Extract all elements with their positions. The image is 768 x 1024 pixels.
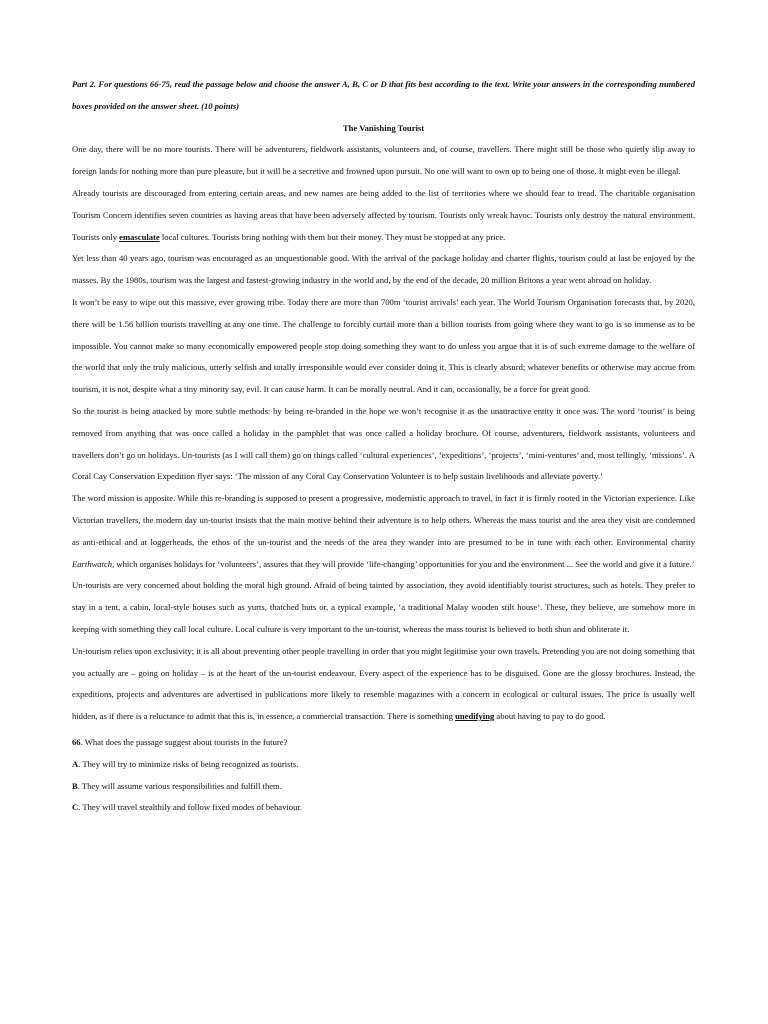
paragraph-3: Yet less than 40 years ago, tourism was encouraged as an unquestionable good. With the arrival of the package holiday and charter flights, tourism could at last be enjoyed by the masses. By the 1980s, tourism was the largest and fastest-growing industry in the world and, by the end of the decade, 20 million Britons a year went abroad on holiday. (72, 253, 695, 286)
earthwatch-name: Earthwatch (72, 558, 113, 569)
question-66 (72, 732, 695, 754)
keyword-emasculate: emasculate (119, 231, 160, 242)
option-text: . They will travel stealthily and follow fixed modes of behaviour. (78, 802, 302, 813)
question-number: 66 (72, 736, 81, 747)
option-letter: A (72, 758, 79, 769)
paragraph-6: The word mission is apposite. While this re-branding is supposed to present a progressive, modernistic approach to travel, in fact it is firmly rooted in the Victorian experience. Like Victorian travellers, the modern day un-tourist insists that the main motive behind their adventure is to help others. Whereas the mass tourist and the area they visit are condemned as anti-ethical and at loggerheads, the ethos of the un-tourist and the needs of the area they wander into are presumed to be in tune with each other. Environmental charity Earthwatch, which organises holidays for ‘volunteers’, assures that they will provide ‘life-changing’ opportunities for you and the environment ... See the world and give it a future.’ (72, 493, 695, 569)
paragraph-5: So the tourist is being attacked by more subtle methods: by being re-branded in the hope we won’t recognise it as the unattractive entity it once was. The word ‘tourist’ is being removed from anything that was once called a holiday in the pamphlet that was once called a holiday brochure. Of course, adventurers, fieldwork assistants, volunteers and travellers don’t go on holidays. Un-tourists (as I will call them) go on things called ‘cultural experiences’, ‘expeditions’, ‘projects’, ‘mini-ventures’ and, most tellingly, ‘missions’. A Coral Cay Conservation Expedition flyer says: ‘The mission of any Coral Cay Conservation Volunteer is to help sustain livelihoods and alleviate poverty.’ (72, 405, 695, 482)
paragraph-1: One day, there will be no more tourists. There will be adventurers, fieldwork assistants, volunteers and, of course, travellers. There might still be those who quietly slip away to foreign lands for nothing more than pure pleasure, but it will be a secretive and frowned upon pursuit. No one will want to own up to being one of those. It might even be illegal. (72, 144, 695, 177)
option-letter: B (72, 780, 78, 791)
option-letter: C (72, 802, 79, 813)
option-a[interactable] (72, 754, 695, 776)
paragraph-7: Un-tourists are very concerned about holding the moral high ground. Afraid of being tainted by association, they avoid identifiably tourist structures, such as hotels. They prefer to stay in a tent, a cabin, local-style houses such as yurts, thatched huts or, a typical example, ‘a traditional Malay wooden stilt house’. These, they believe, are somehow more in keeping with something they call local culture. Local culture is very important to the un-tourist, whereas the mass tourist is believed to both shun and obliterate it. (72, 580, 695, 634)
paragraph-8: Un-tourism relies upon exclusivity; it is all about preventing other people travelling in order that you might legitimise your own travels. Pretending you are not doing something that you actually are – going on holiday – is at the heart of the un-tourist endeavour. Every aspect of the experience has to be disguised. Gone are the glossy brochures. Instead, the expeditions, projects and adventures are advertised in publications more likely to resemble magazines with a concern in ecological or cultural issues. The price is usually well hidden, as if there is a reluctance to admit that this is, in essence, a commercial transaction. There is something unedifying about having to pay to do good. (72, 645, 695, 722)
paragraph-4: It won’t be easy to wipe out this massive, ever growing tribe. Today there are more than 700m ‘tourist arrivals’ each year. The World Tourism Organisation forecasts that, by 2020, there will be 1.56 billion tourists travelling at any one time. The challenge to forcibly curtail more than a billion tourists from going where they want to go is so immense as to be impossible. You cannot make so many economically empowered people stop doing something they want to do unless you argue that it is of such extreme damage to the welfare of the world that only the truly malicious, utterly selfish and totally irresponsible would ever consider doing it. This is clearly absurd; whatever benefits or otherwise may accrue from tourism, it is not, despite what a tiny minority say, evil. It can cause harm. It can be morally neutral. And it can, occasionally, be a force for great good. (72, 296, 695, 395)
option-b[interactable] (72, 776, 695, 798)
option-c[interactable] (72, 797, 695, 819)
option-text: . They will try to minimize risks of being recognized as tourists. (78, 758, 299, 769)
document-page (72, 74, 695, 819)
question-text: . What does the passage suggest about tourists in the future? (80, 736, 288, 747)
option-text: . They will assume various responsibilities and fulfill them. (77, 780, 282, 791)
passage-title: The Vanishing Tourist (342, 122, 425, 133)
instructions: Part 2. For questions 66-75, read the passage below and choose the answer A, B, C or D that fits best according to the text. Write your answers in the corresponding numbered boxes provided on the answer sheet. (10 points) (72, 79, 695, 111)
paragraph-2: Already tourists are discouraged from entering certain areas, and new names are being added to the list of territories where we should fear to tread. The charitable organisation Tourism Concern identifies seven countries as having areas that have been adversely affected by tourism. Tourists only wreak havoc. Tourists only destroy the natural environment. Tourists only emasculate local cultures. Tourists bring nothing with them but their money. They must be stopped at any price. (72, 187, 695, 242)
keyword-unedifying: unedifying (455, 711, 495, 722)
